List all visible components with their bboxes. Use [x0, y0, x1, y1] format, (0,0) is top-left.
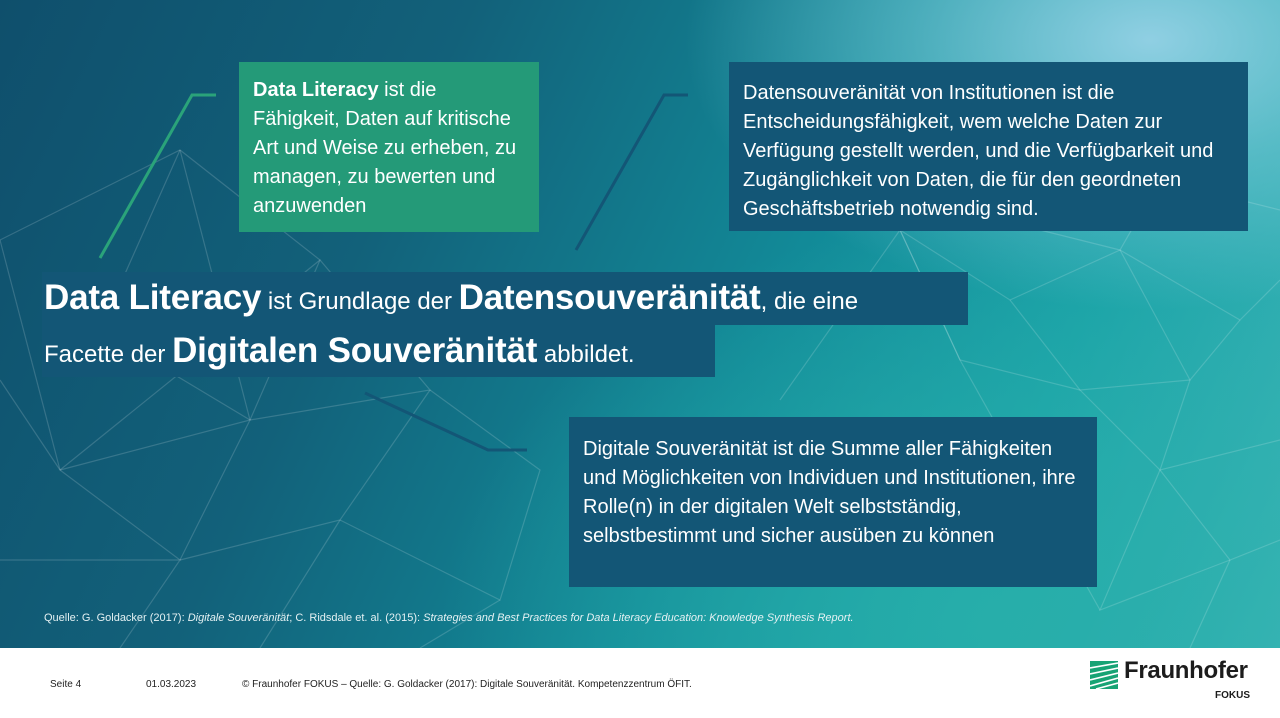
footer	[0, 648, 1280, 718]
connector-literacy	[100, 95, 216, 258]
definition-term-data-literacy: Data Literacy	[253, 79, 379, 101]
definition-text-digitale-souveraenitaet: Digitale Souveränität ist die Summe aller Fähigkeiten und Möglichkeiten von Individuen und Institutionen, ihre Rolle(n) in der digitalen Welt selbstständig, selbstbestimmt und sicher ausüben zu können	[583, 438, 1076, 547]
definition-text-data-literacy: ist die Fähigkeit, Daten auf kritische Art und Weise zu erheben, zu managen, zu bewerten und anzuwenden	[253, 79, 517, 217]
definition-text-datensouveraenitaet: Datensouveränität von Institutionen ist die Entscheidungsfähigkeit, wem welche Daten zur Verfügung gestellt werden, und die Verfügbarkeit und Zugänglichkeit von Daten, die für den geordneten Geschäftsbetrieb notwendig sind.	[743, 82, 1214, 220]
fraunhofer-logo-name: Fraunhofer	[1124, 657, 1248, 684]
headline-term-datensouveraenitaet: Datensouveränität	[458, 278, 761, 317]
headline-term-data-literacy: Data Literacy	[44, 278, 262, 317]
source-middle: ; C. Ridsdale et. al. (2015):	[289, 612, 424, 624]
source-prefix: Quelle: G. Goldacker (2017):	[44, 612, 188, 624]
connector-datensouveraenitaet	[576, 95, 688, 250]
source-citation	[44, 612, 854, 624]
fraunhofer-logo-sub: FOKUS	[1215, 690, 1250, 701]
headline-text: abbildet.	[537, 341, 635, 368]
fraunhofer-logo	[1090, 659, 1260, 709]
headline-text: Facette der	[44, 341, 173, 368]
footer-copyright: © Fraunhofer FOKUS – Quelle: G. Goldacker (2017): Digitale Souveränität. Kompetenzzentrum ÖFIT.	[242, 679, 692, 690]
definition-box-data-literacy	[239, 62, 539, 232]
headline-term-digitale-souveraenitaet: Digitalen Souveränität	[172, 331, 538, 370]
source-title-ridsdale: Strategies and Best Practices for Data Literacy Education: Knowledge Synthesis Report.	[423, 612, 854, 624]
headline-text: , die eine	[760, 288, 859, 315]
headline-text: ist Grundlage der	[261, 288, 459, 315]
page-number: Seite 4	[50, 679, 82, 690]
definition-box-digitale-souveraenitaet	[569, 417, 1097, 587]
definition-box-datensouveraenitaet	[729, 62, 1248, 231]
footer-date: 01.03.2023	[146, 679, 197, 690]
source-title-goldacker: Digitale Souveränität	[187, 612, 290, 624]
headline-line-2	[42, 325, 715, 377]
headline-line-1	[42, 272, 968, 325]
fraunhofer-logo-icon	[1090, 661, 1118, 689]
